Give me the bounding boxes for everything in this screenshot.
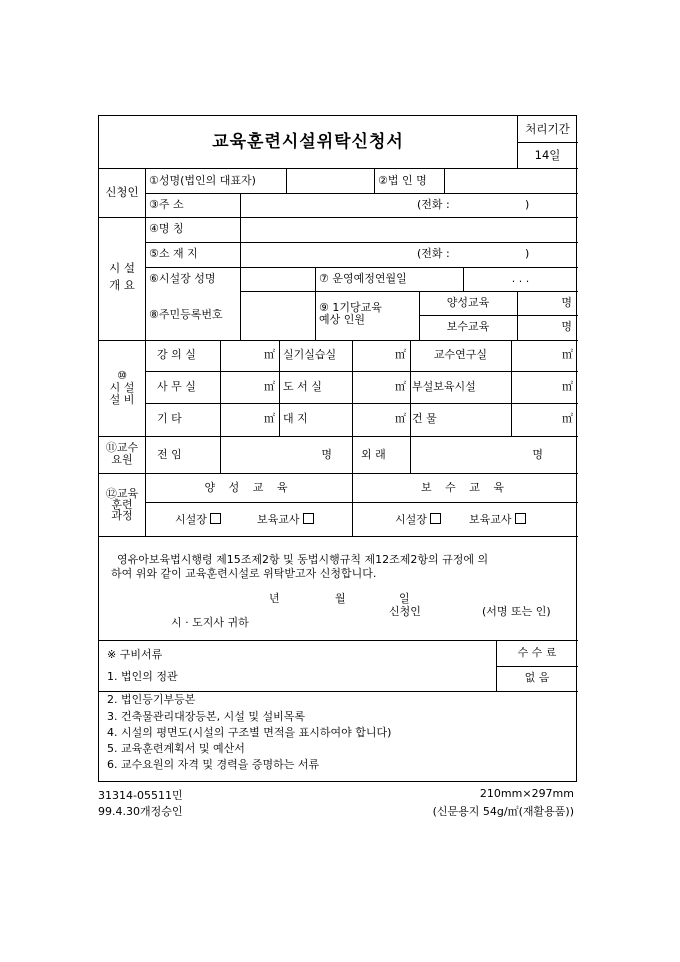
applicant-group-label: 신청인 xyxy=(105,185,139,199)
facility-phone-label: (전화 : xyxy=(417,247,450,260)
training-director-option-label: 시설장 xyxy=(175,513,207,526)
declaration-line-1: 영유아보육법시행령 제15조제2항 및 동법시행규칙 제12조제2항의 규정에 의 xyxy=(117,553,489,566)
checkbox-icon xyxy=(210,513,221,524)
processing-period-label: 처리기간 xyxy=(525,122,570,136)
document-item: 4. 시설의 평면도(시설의 구조별 면적을 표시하여야 합니다) xyxy=(107,726,392,739)
equip-building-label: 건 물 xyxy=(412,412,437,425)
equip-other-label: 기 타 xyxy=(157,412,182,425)
retraining-director-option[interactable] xyxy=(395,513,441,527)
date-day-label[interactable]: 일 xyxy=(399,592,410,605)
facility-group-label: 시 설 개 요 xyxy=(109,261,135,292)
facility-name-label: ④명 칭 xyxy=(149,222,184,235)
date-month-label[interactable]: 월 xyxy=(335,592,346,605)
applicant-name-label: ①성명(법인의 대표자) xyxy=(149,174,256,187)
area-field[interactable]: ㎡ xyxy=(395,412,406,425)
document-item: 6. 교수요원의 자격 및 경력을 증명하는 서류 xyxy=(107,758,320,771)
facility-location-label: ⑤소 재 지 xyxy=(149,247,198,260)
document-item: 1. 법인의 정관 xyxy=(107,670,178,683)
corporation-name-field[interactable] xyxy=(445,169,577,192)
director-name-field[interactable] xyxy=(241,268,314,290)
date-year-label[interactable]: 년 xyxy=(269,592,280,605)
fulltime-count-field[interactable]: 명 xyxy=(321,448,332,461)
declaration-line-2: 하여 위와 같이 교육훈련시설로 위탁받고자 신청합니다. xyxy=(111,567,377,580)
documents-header: ※ 구비서류 xyxy=(107,648,163,661)
equip-childcare-label: 부설보육시설 xyxy=(412,380,476,393)
training-capacity-label: 양성교육 xyxy=(446,296,490,309)
area-field[interactable]: ㎡ xyxy=(264,412,275,425)
checkbox-icon xyxy=(430,513,441,524)
checkbox-icon xyxy=(303,513,314,524)
area-field[interactable]: ㎡ xyxy=(562,380,573,393)
training-teacher-option[interactable] xyxy=(257,513,314,527)
opening-date-field[interactable]: . . . xyxy=(511,272,530,285)
signature-field[interactable]: (서명 또는 인) xyxy=(482,605,551,618)
form-code: 31314-05511민 xyxy=(98,789,183,802)
capacity-label: ⑨ 1기당교육 예상 인원 xyxy=(319,301,382,326)
equip-land-label: 대 지 xyxy=(283,412,308,425)
applicant-phone-close: ) xyxy=(525,198,530,211)
paper-type: (신문용지 54g/㎡(재활용품)) xyxy=(432,805,574,818)
area-field[interactable]: ㎡ xyxy=(264,348,275,361)
area-field[interactable]: ㎡ xyxy=(562,412,573,425)
retraining-capacity-unit[interactable]: 명 xyxy=(561,320,572,333)
retraining-teacher-option-label: 보육교사 xyxy=(469,513,512,526)
retraining-capacity-label: 보수교육 xyxy=(446,320,490,333)
rrn-field[interactable] xyxy=(241,292,314,339)
approval-date: 99.4.30개정승인 xyxy=(98,805,183,818)
document-item: 5. 교육훈련계획서 및 예산서 xyxy=(107,742,245,755)
document-item: 2. 법인등기부등본 xyxy=(107,693,196,706)
retraining-teacher-option[interactable] xyxy=(469,513,526,527)
training-director-option[interactable] xyxy=(175,513,221,527)
equip-lecture-room-label: 강 의 실 xyxy=(157,348,196,361)
equip-office-label: 사 무 실 xyxy=(157,380,196,393)
equipment-group-label: ⑩ 시 설 설 비 xyxy=(109,369,135,406)
document-item: 3. 건축물관리대장등본, 시설 및 설비목록 xyxy=(107,710,305,723)
facility-name-field[interactable] xyxy=(241,218,577,240)
area-field[interactable]: ㎡ xyxy=(395,380,406,393)
retraining-director-option-label: 시설장 xyxy=(395,513,427,526)
training-capacity-unit[interactable]: 명 xyxy=(561,296,572,309)
retraining-course-header: 보 수 교 육 xyxy=(421,481,509,494)
checkbox-icon xyxy=(515,513,526,524)
applicant-signature-label: 신청인 xyxy=(389,605,421,618)
processing-period-value: 14일 xyxy=(534,148,561,162)
course-group-label: ⑫교육 훈련 과정 xyxy=(105,487,139,522)
applicant-address-label: ③주 소 xyxy=(149,198,184,211)
rrn-label: ⑧주민등록번호 xyxy=(149,308,223,321)
facility-phone-close: ) xyxy=(525,247,530,260)
equip-library-label: 도 서 실 xyxy=(283,380,322,393)
training-teacher-option-label: 보육교사 xyxy=(257,513,300,526)
addressee: 시 · 도지사 귀하 xyxy=(171,616,249,629)
area-field[interactable]: ㎡ xyxy=(562,348,573,361)
external-count-field[interactable]: 명 xyxy=(532,448,543,461)
opening-date-label: ⑦ 운영예정연월일 xyxy=(319,272,407,285)
fulltime-label: 전 임 xyxy=(157,448,182,461)
area-field[interactable]: ㎡ xyxy=(395,348,406,361)
fee-value: 없 음 xyxy=(524,671,550,684)
corporation-name-label: ②법 인 명 xyxy=(378,174,427,187)
equip-practice-room-label: 실기실습실 xyxy=(283,348,337,361)
external-label: 외 래 xyxy=(361,448,386,461)
director-name-label: ⑥시설장 성명 xyxy=(149,272,216,285)
paper-size: 210mm×297mm xyxy=(479,787,574,800)
area-field[interactable]: ㎡ xyxy=(264,380,275,393)
instructors-group-label: ⑪교수 요원 xyxy=(105,441,139,466)
application-form xyxy=(98,115,577,782)
applicant-phone-label: (전화 : xyxy=(417,198,450,211)
fee-label: 수 수 료 xyxy=(517,646,557,659)
form-title: 교육훈련시설위탁신청서 xyxy=(212,132,404,152)
training-course-header: 양 성 교 육 xyxy=(204,481,293,494)
applicant-name-field[interactable] xyxy=(287,169,373,192)
equip-research-room-label: 교수연구실 xyxy=(433,348,488,361)
